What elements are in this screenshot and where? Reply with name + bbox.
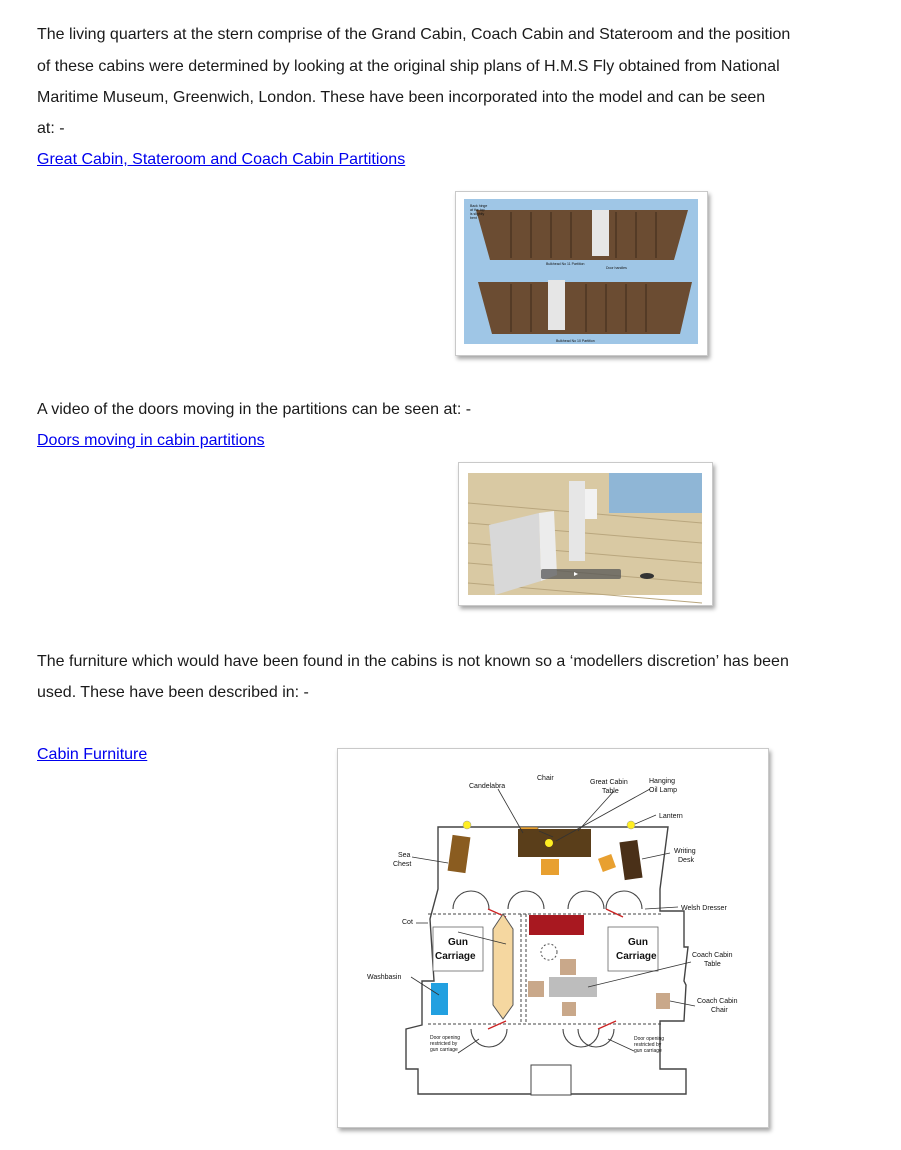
hanging-oil-lamp-label-2: Oil Lamp [649,787,678,794]
partitions-photo [455,191,708,356]
doors-video-link[interactable]: Doors moving in cabin partitions [37,432,265,449]
intro-line-1: The living quarters at the stern comprise of the Grand Cabin, Coach Cabin and Stateroom and the position [37,26,791,43]
writing-desk-label-2: Desk [678,857,694,864]
candelabra-label: Candelabra [469,783,506,790]
great-cabin-table-label-1: Great Cabin [590,779,628,786]
washbasin-label: Washbasin [367,974,402,981]
video-text: A video of the doors moving in the partitions can be seen at: - [37,401,472,418]
door-left-label-2: restricted by [430,1041,458,1047]
sea-chest-label-1: Sea [398,852,411,859]
cabin-furniture-diagram [337,748,769,1128]
coach-cabin-chair-label-2: Chair [711,1007,728,1014]
coach-cabin-chair-label-1: Coach Cabin [697,998,738,1005]
intro-line-3: Maritime Museum, Greenwich, London. These have been incorporated into the model and can be seen [37,89,766,106]
welsh-dresser-label: Welsh Dresser [681,905,727,912]
coach-cabin-table-label-2: Table [704,961,721,968]
intro-line-4: at: - [37,120,65,137]
partitions-link[interactable]: Great Cabin, Stateroom and Coach Cabin Partitions [37,151,406,168]
coach-cabin-table-label-1: Coach Cabin [692,952,733,959]
back-hinge-label-4: bent [470,216,477,220]
chair-label: Chair [537,775,554,782]
back-hinge-label-3: is slightly [470,212,485,216]
hanging-oil-lamp-label-1: Hanging [649,778,676,785]
cot-label: Cot [402,919,413,926]
back-hinge-label-1: Back hinge [470,204,488,208]
bulkhead-10-label: Bulkhead No 10 Partition [556,339,595,343]
door-left-label-3: gun carriage [430,1047,458,1053]
back-hinge-label-2: at the top [470,208,485,212]
door-right-label-1: Door opening [634,1036,665,1042]
furniture-line-2: used. These have been described in: - [37,684,309,701]
gun-carriage-right-label-1: Gun [628,937,648,948]
door-handles-label: Door handles [606,266,627,270]
gun-carriage-left-label-1: Gun [448,937,468,948]
video-thumbnail[interactable] [458,462,713,606]
great-cabin-table-label-2: Table [602,788,619,795]
gun-carriage-right-label-2: Carriage [616,951,657,962]
door-right-label-2: restricted by [634,1042,662,1048]
sea-chest-label-2: Chest [393,861,412,868]
lantern-label: Lantern [659,813,683,820]
door-right-label-3: gun carriage [634,1048,662,1054]
furniture-line-1: The furniture which would have been found in the cabins is not known so a ‘modellers discretion’ has been [37,653,789,670]
intro-line-2: of these cabins were determined by looking at the original ship plans of H.M.S Fly obtained from National [37,58,780,75]
door-left-label-1: Door opening [430,1035,461,1041]
gun-carriage-left-label-2: Carriage [435,951,476,962]
bulkhead-11-label: Bulkhead No 11 Partition [546,262,585,266]
video-controls[interactable] [541,569,621,579]
cabin-furniture-link[interactable]: Cabin Furniture [37,746,148,763]
writing-desk-label-1: Writing [674,848,696,855]
